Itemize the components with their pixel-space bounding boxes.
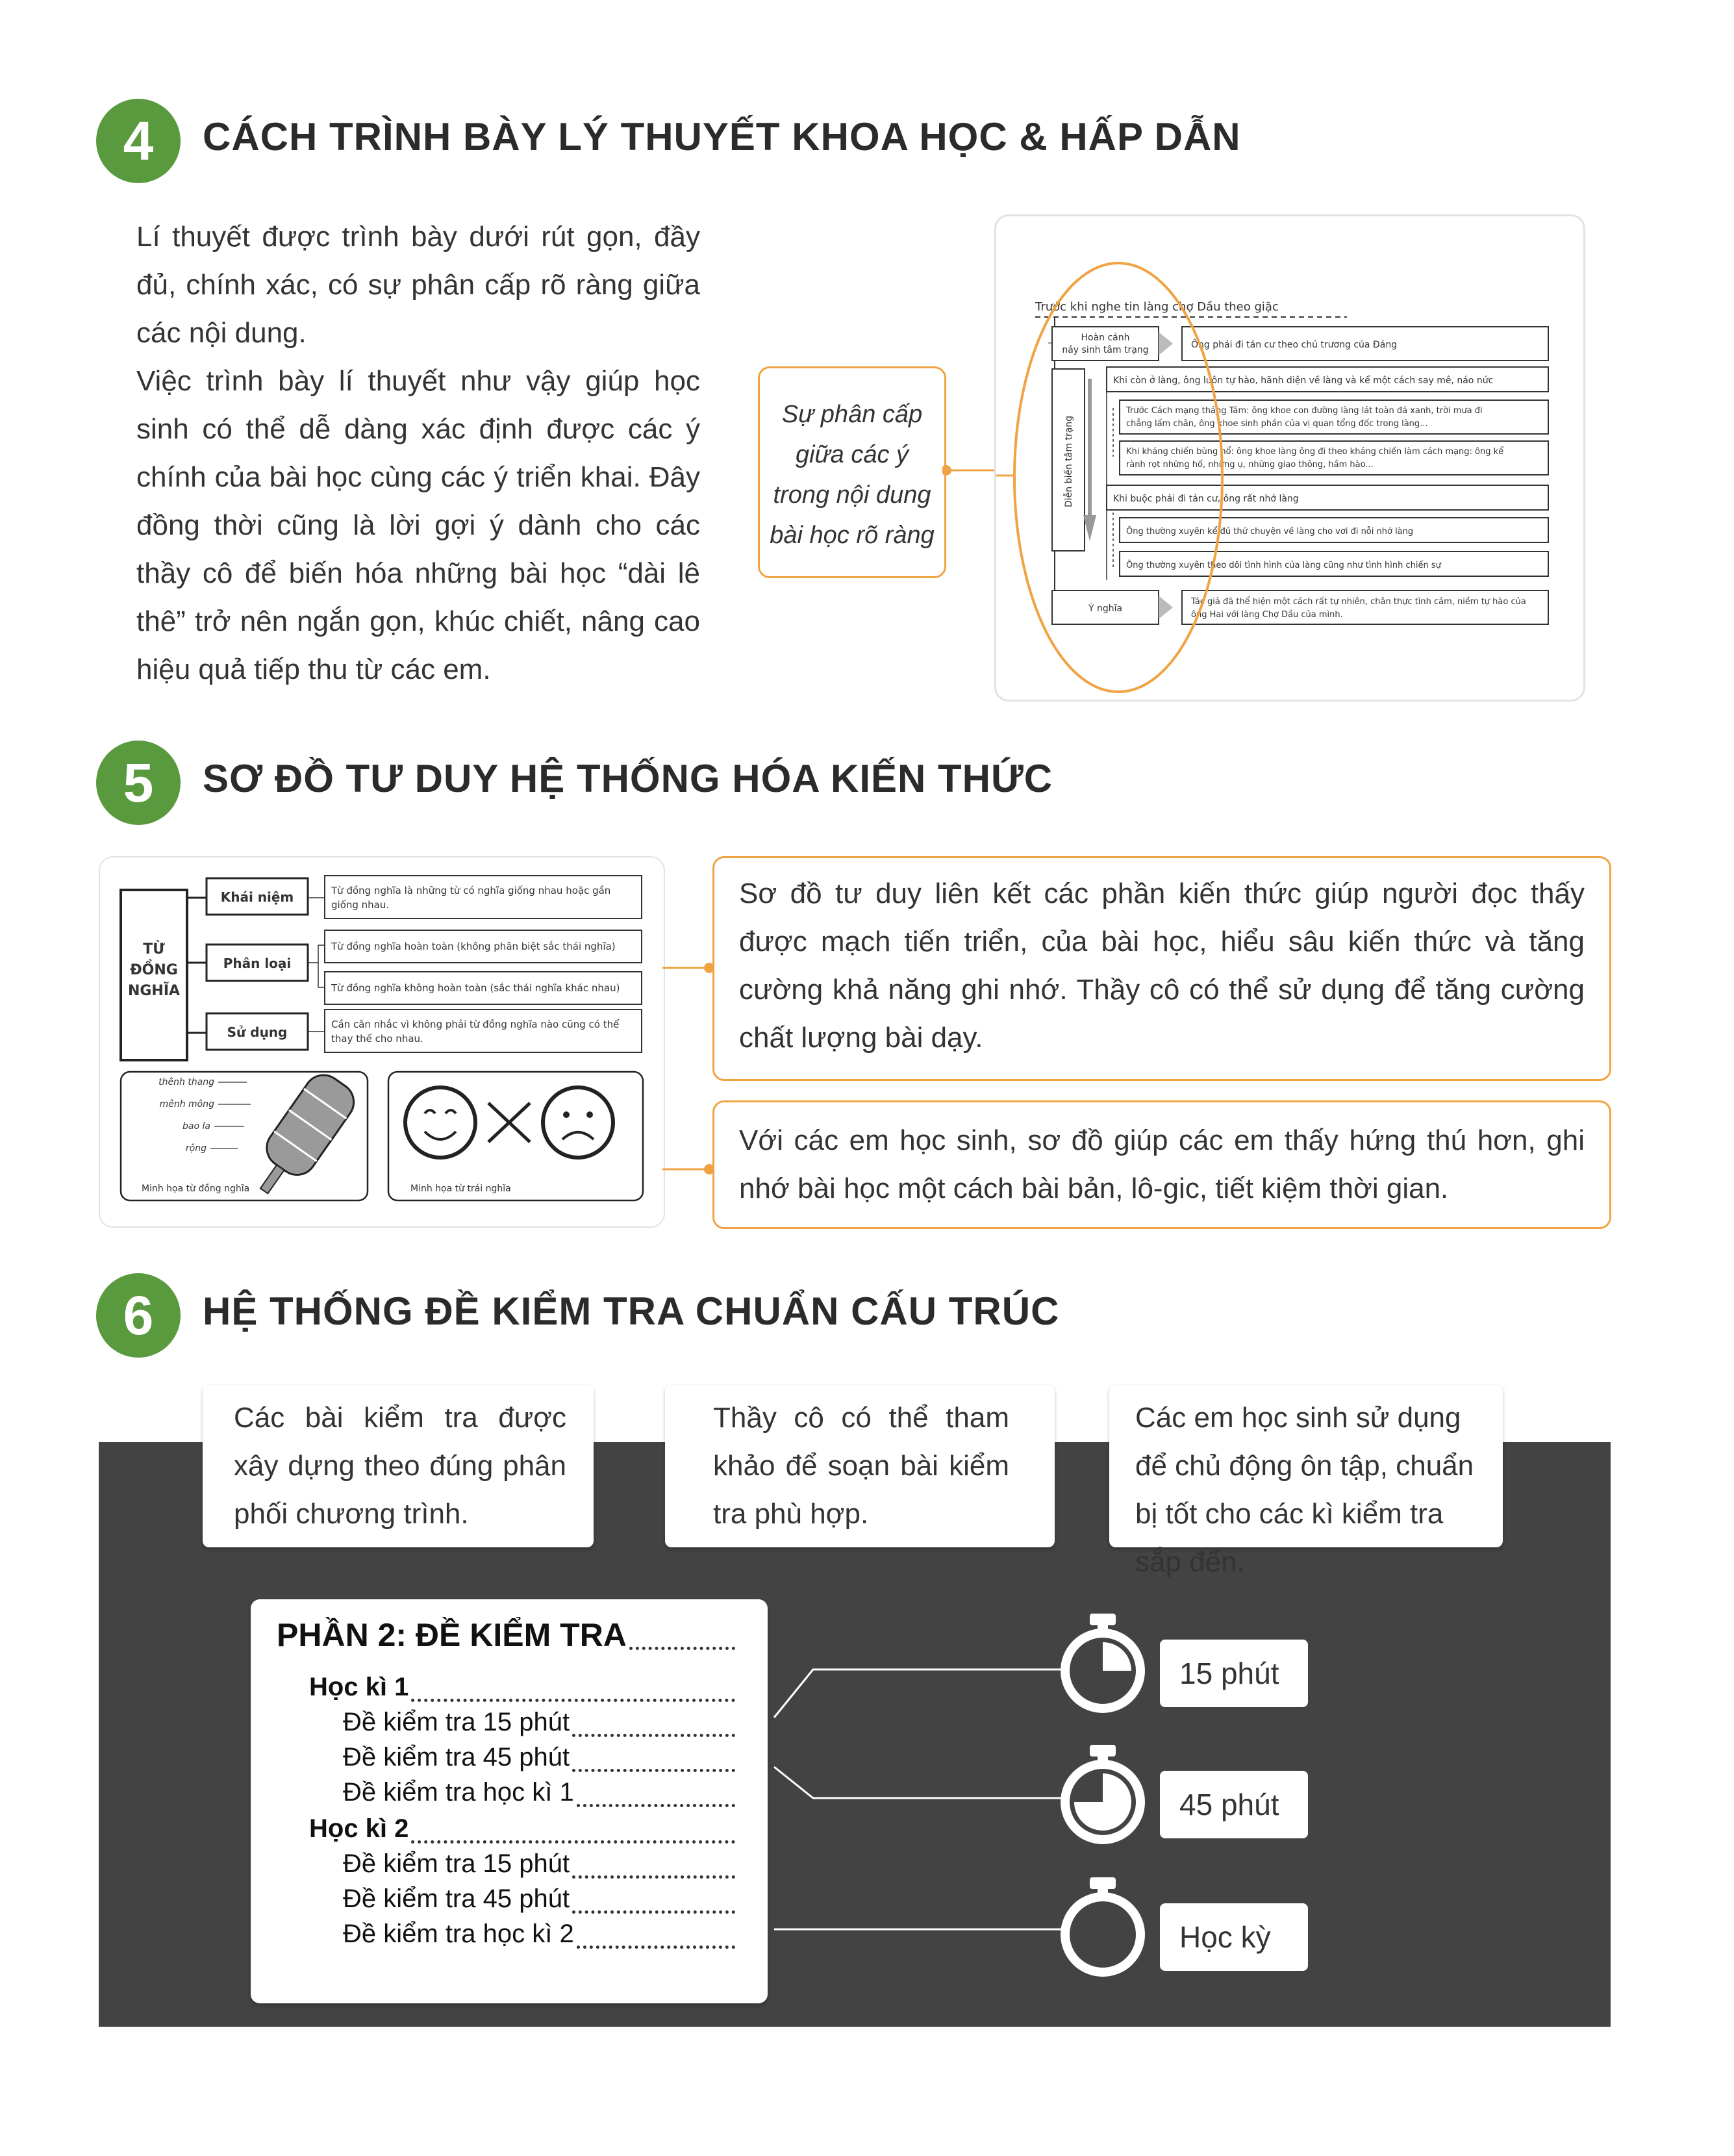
- lesson-diagram-frame: [994, 214, 1585, 702]
- toc-item: Đề kiểm tra 15 phút: [343, 1849, 570, 1878]
- mindmap-frame: [99, 856, 665, 1228]
- section-4-badge: 4: [96, 99, 181, 183]
- diagram-row-b-line: Trước Cách mạng tháng Tám: ông khoe con đường làng lát toàn đá xanh, trời mưa đi: [1126, 406, 1483, 416]
- exam-toc-card: [251, 1599, 768, 2003]
- timer-label-15-text: 15 phút: [1179, 1656, 1279, 1690]
- mindmap-benefit-teacher: [712, 856, 1611, 1081]
- toc-item: Đề kiểm tra 15 phút: [343, 1708, 570, 1736]
- lesson-diagram: [996, 216, 1583, 700]
- section-4-paragraph-2: Việc trình bày lí thuyết như vậy giúp học sinh có thể dễ dàng xác định được các ý chính của bài học cùng các ý triển khai. Đây đồng thời cũng là lời gợi ý dành cho các thầy cô để biến hóa những bài học “dài lê thê” trở nên ngắn gọn, khúc chiết, nâng cao hiệu quả tiếp thu từ các em.: [136, 365, 700, 685]
- mindmap-leaf-1-line: giống nhau.: [331, 899, 390, 911]
- diagram-row-b-line: chẳng lấm chân, ông khoe sinh phần của vị quan tổng đốc trong làng...: [1126, 419, 1428, 429]
- smile-face-icon: [405, 1087, 475, 1158]
- illustration-caption-synonym: Minh họa từ đồng nghĩa: [142, 1184, 250, 1194]
- mindmap-root-line: ĐỒNG: [130, 962, 178, 978]
- mindmap-branch-2: Phân loại: [223, 956, 292, 971]
- diagram-node-3-line: Tác giả đã thể hiện một cách rất tự nhiên, chân thực tình cảm, niềm tự hào của: [1191, 597, 1526, 607]
- toc-item: Đề kiểm tra 45 phút: [343, 1743, 570, 1771]
- callout-line: trong nội dung: [773, 481, 931, 509]
- diagram-row-e: Ông thường xuyên kể đủ thứ chuyện về làng cho vơi đi nỗi nhớ làng: [1126, 527, 1414, 537]
- timer-label-semester: [1160, 1903, 1308, 1971]
- diagram-row-c-line: rành rọt những hố, những ụ, những giao thông, hầm hào...: [1126, 460, 1374, 470]
- toc-semester-2: Học kì 2: [309, 1814, 409, 1843]
- toc-item: Đề kiểm tra 45 phút: [343, 1884, 570, 1913]
- exam-card-student-text: Các em học sinh sử dụng để chủ động ôn tập, chuẩn bị tốt cho các kì kiểm tra sắp đến.: [1135, 1402, 1474, 1578]
- mindmap-benefit-student-text: Với các em học sinh, sơ đồ giúp các em thấy hứng thú hơn, ghi nhớ bài học một cách bài bản, lô-gic, tiết kiệm thời gian.: [739, 1124, 1585, 1204]
- diagram-vertical-label: Diễn biến tâm trạng: [1064, 415, 1074, 507]
- mindmap-root-line: NGHĨA: [127, 983, 181, 999]
- callout-line: giữa các ý: [795, 441, 909, 468]
- stopwatch-15-icon: [1057, 1611, 1148, 1715]
- mindmap-leaf-3-line: thay thế cho nhau.: [331, 1033, 423, 1045]
- timer-label-semester-text: Học kỳ: [1179, 1920, 1271, 1954]
- diagram-node-1-line: Hoàn cảnh: [1081, 333, 1130, 343]
- synonym-word: rộng: [185, 1143, 207, 1154]
- mindmap-leaf-2a: Từ đồng nghĩa hoàn toàn (không phân biệt sắc thái nghĩa): [331, 941, 616, 952]
- toc-timer-connectors: [768, 1650, 1079, 1955]
- diagram-header: Trước khi nghe tin làng chợ Dầu theo giặc: [1035, 300, 1279, 314]
- hierarchy-callout: [758, 366, 946, 578]
- mindmap-branch-3: Sử dụng: [227, 1024, 288, 1040]
- section-5-badge: 5: [96, 741, 181, 825]
- synonym-word: bao la: [182, 1121, 210, 1132]
- sad-face-icon: [543, 1087, 613, 1158]
- diagram-node-3: Ý nghĩa: [1088, 603, 1123, 614]
- toc-item: Đề kiểm tra học kì 1: [343, 1778, 574, 1807]
- section-4-paragraph-1: Lí thuyết được trình bày dưới rút gọn, đầy đủ, chính xác, có sự phân cấp rõ ràng giữa các nội dung.: [136, 221, 700, 349]
- synonym-word: mênh mông: [159, 1099, 214, 1110]
- section-5-title: SƠ ĐỒ TƯ DUY HỆ THỐNG HÓA KIẾN THỨC: [203, 757, 1053, 800]
- stopwatch-45-icon: [1057, 1742, 1148, 1846]
- toc-semester-1: Học kì 1: [309, 1673, 409, 1701]
- exam-card-student: [1109, 1385, 1503, 1578]
- mindmap-benefit-student: [712, 1100, 1611, 1229]
- stopwatch-semester-icon: [1057, 1875, 1148, 1979]
- section-6-title: HỆ THỐNG ĐỀ KIỂM TRA CHUẨN CẤU TRÚC: [203, 1289, 1060, 1333]
- mindmap-branch-1: Khái niệm: [220, 889, 294, 905]
- mindmap-leaf-3-line: Cần cân nhắc vì không phải từ đồng nghĩa nào cũng có thể: [331, 1019, 620, 1030]
- section-4-title: CÁCH TRÌNH BÀY LÝ THUYẾT KHOA HỌC & HẤP DẪN: [203, 115, 1241, 159]
- exam-card-structure-text: Các bài kiểm tra được xây dựng theo đúng phân phối chương trình.: [234, 1402, 566, 1530]
- mindmap-leaf-1-line: Từ đồng nghĩa là những từ có nghĩa giống nhau hoặc gần: [331, 885, 611, 896]
- section-6-badge: 6: [96, 1273, 181, 1358]
- toc-item: Đề kiểm tra học kì 2: [343, 1920, 574, 1948]
- diagram-row-c-line: Khi kháng chiến bùng nổ: ông khoe làng ông đi theo kháng chiến làm cách mạng: ông kể: [1126, 447, 1504, 457]
- timer-label-15: [1160, 1640, 1308, 1707]
- mindmap-leaf-2b: Từ đồng nghĩa không hoàn toàn (sắc thái nghĩa khác nhau): [331, 982, 620, 994]
- callout-line: Sự phân cấp: [781, 401, 923, 428]
- illustration-caption-antonym: Minh họa từ trái nghĩa: [410, 1184, 511, 1194]
- exam-card-structure: [203, 1385, 594, 1547]
- mindmap-benefit-teacher-text: Sơ đồ tư duy liên kết các phần kiến thức giúp người đọc thấy được mạch tiến triển, của bài học, hiểu sâu kiến thức và tăng cường khả năng ghi nhớ. Thầy cô có thể sử dụng để tăng cường chất lượng bài dạy.: [739, 878, 1585, 1054]
- diagram-row-a: Khi còn ở làng, ông luôn tự hào, hãnh diện về làng và kể một cách say mê, náo nức: [1113, 375, 1494, 386]
- diagram-node-3-line: ông Hai với làng Chợ Dầu của mình.: [1191, 610, 1343, 620]
- diagram-row-d: Khi buộc phải đi tản cư, ông rất nhớ làng: [1113, 494, 1299, 504]
- diagram-node-1-text: Ông phải đi tản cư theo chủ trương của Đảng: [1191, 340, 1398, 350]
- callout-line: bài học rõ ràng: [770, 522, 935, 549]
- toc-title: PHẦN 2: ĐỀ KIỂM TRA: [277, 1617, 627, 1653]
- diagram-node-1-line: nảy sinh tâm trạng: [1062, 345, 1149, 355]
- mindmap: [100, 857, 664, 1226]
- exam-card-teacher: [665, 1385, 1055, 1547]
- mindmap-root-line: TỪ: [143, 941, 165, 958]
- timer-label-45-text: 45 phút: [1179, 1788, 1279, 1821]
- synonym-word: thênh thang: [158, 1077, 214, 1087]
- timer-label-45: [1160, 1771, 1308, 1838]
- toc-title-row: [277, 1617, 738, 1659]
- mindmap-connectors: [662, 955, 714, 1182]
- diagram-row-f: Ông thường xuyên theo dõi tình hình của làng cũng như tình hình chiến sự: [1126, 561, 1441, 570]
- toc-row: [277, 1920, 738, 1958]
- exam-card-teacher-text: Thầy cô có thể tham khảo để soạn bài kiểm tra phù hợp.: [713, 1402, 1009, 1530]
